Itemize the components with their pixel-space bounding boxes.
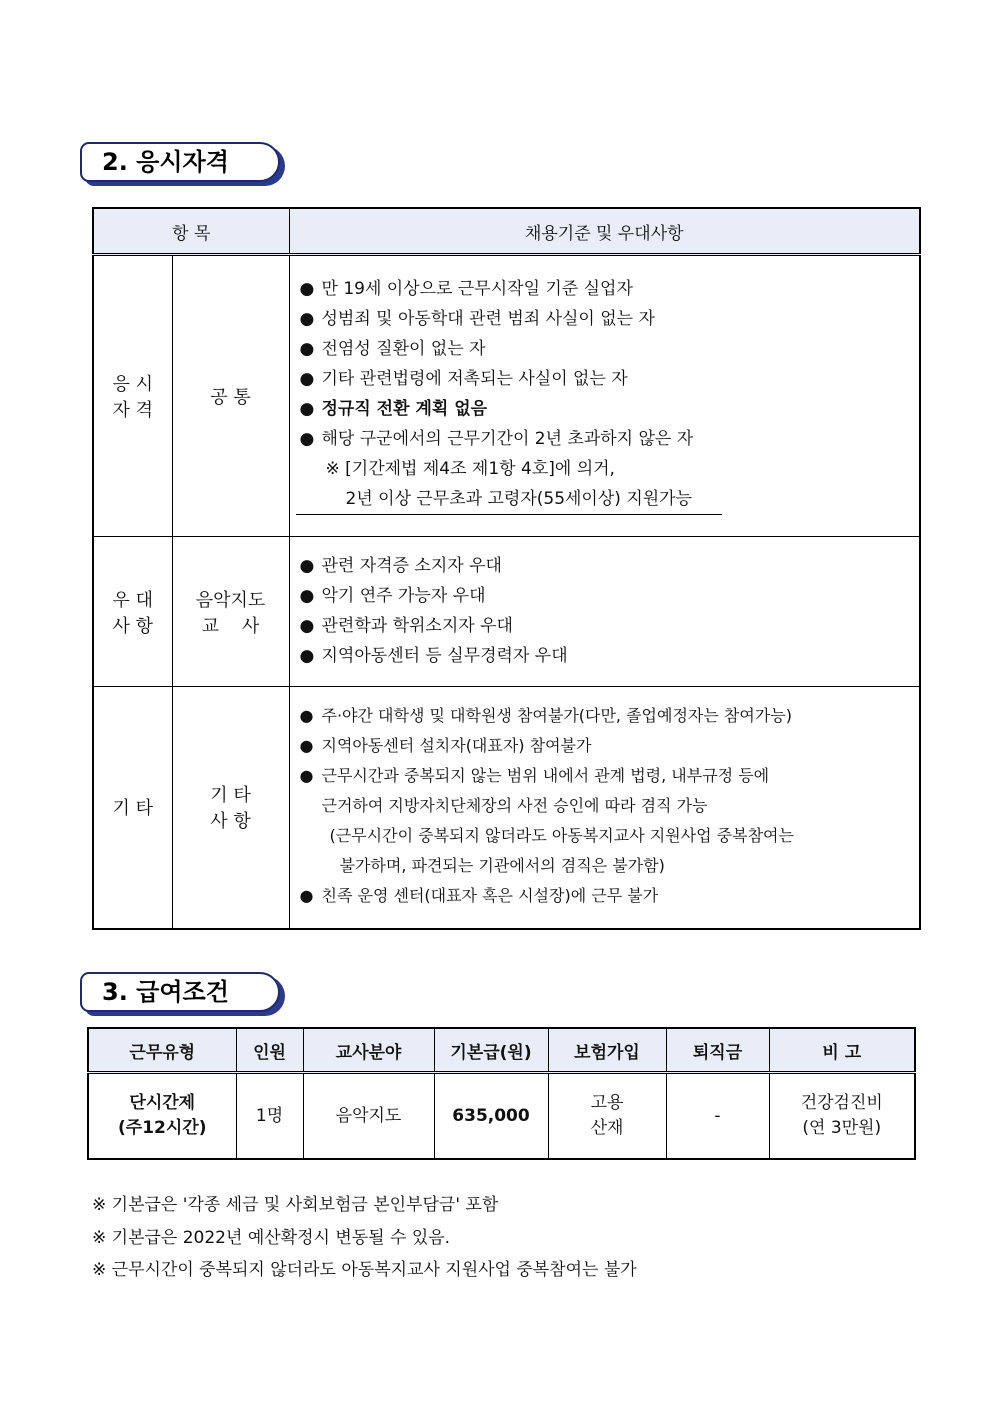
- section3-title-text: 3. 급여조건: [102, 978, 229, 1006]
- list-item: ● 기타 관련법령에 저촉되는 사실이 없는 자: [299, 369, 628, 389]
- pref-category: 우 대 사 항: [93, 537, 172, 687]
- list-item: ● 지역아동센터 등 실무경력자 우대: [299, 646, 568, 666]
- header-severance: 퇴직금: [666, 1028, 769, 1073]
- list-item: ● 악기 연주 가능자 우대: [299, 586, 486, 606]
- list-item: ● 성범죄 및 아동학대 관련 범죄 사실이 없는 자: [299, 309, 655, 329]
- salary-cell: 635,000: [434, 1073, 548, 1160]
- salary-header-row: [88, 1028, 915, 1073]
- list-item: ● 친족 운영 센터(대표자 혹은 시설장)에 근무 불가: [299, 886, 659, 905]
- list-item: ● 정규직 전환 계획 없음: [299, 399, 488, 419]
- qual-category: 응 시 자 격: [93, 255, 172, 537]
- qualification-table: [92, 207, 921, 930]
- header-criteria: 채용기준 및 우대사항: [289, 208, 920, 255]
- count-cell: 1명: [236, 1073, 303, 1160]
- list-item: ● 만 19세 이상으로 근무시작일 기준 실업자: [299, 279, 633, 299]
- qual-list: [289, 255, 920, 537]
- etc-list: [289, 687, 920, 929]
- footnote: ※ 근무시간이 중복되지 않더라도 아동복지교사 지원사업 중복참여는 불가: [92, 1260, 637, 1280]
- header-salary: 기본급(원): [434, 1028, 548, 1073]
- header-note: 비 고: [769, 1028, 915, 1073]
- qualification-row: [93, 255, 920, 537]
- etc-subcategory: 기 타 사 항: [172, 687, 289, 929]
- list-item-continued: 근거하여 지방자치단체장의 사전 승인에 따라 겸직 가능: [321, 796, 708, 815]
- qual-subcategory: 공 통: [172, 255, 289, 537]
- field-cell: 음악지도: [303, 1073, 434, 1160]
- insurance-cell: 고용 산재: [548, 1073, 666, 1160]
- list-item: ● 주·야간 대학생 및 대학원생 참여불가(다만, 졸업예정자는 참여가능): [299, 706, 792, 725]
- list-item: ● 관련학과 학위소지자 우대: [299, 616, 513, 636]
- qualification-header-row: [93, 208, 920, 255]
- etc-row: [93, 687, 920, 929]
- salary-table: [87, 1027, 916, 1160]
- header-insurance: 보험가입: [548, 1028, 666, 1073]
- etc-category: 기 타: [93, 687, 172, 929]
- footnote: ※ 기본급은 2022년 예산확정시 변동될 수 있음.: [92, 1228, 451, 1248]
- section3-title: [80, 972, 280, 1012]
- table-row: [88, 1073, 915, 1160]
- pref-subcategory: 음악지도 교 사: [172, 537, 289, 687]
- note-cell: 건강검진비 (연 3만원): [769, 1073, 915, 1160]
- list-item: ● 근무시간과 중복되지 않는 범위 내에서 관계 법령, 내부규정 등에: [299, 766, 770, 785]
- preference-row: [93, 537, 920, 687]
- header-field: 교사분야: [303, 1028, 434, 1073]
- section2-title: [80, 142, 280, 182]
- pref-list: [289, 537, 920, 687]
- section2-title-text: 2. 응시자격: [102, 148, 229, 176]
- list-item-continued: (근무시간이 중복되지 않더라도 아동복지교사 지원사업 중복참여는: [329, 826, 794, 845]
- header-count: 인원: [236, 1028, 303, 1073]
- footnote: ※ 기본급은 '각종 세금 및 사회보험금 본인부담금' 포함: [92, 1195, 499, 1215]
- list-item: ● 지역아동센터 설치자(대표자) 참여불가: [299, 736, 592, 755]
- header-work-type: 근무유형: [88, 1028, 236, 1073]
- header-item: 항 목: [93, 208, 289, 255]
- work-type-cell: 단시간제 (주12시간): [88, 1073, 236, 1160]
- list-item: ● 전염성 질환이 없는 자: [299, 339, 486, 359]
- list-item: ● 해당 구군에서의 근무기간이 2년 초과하지 않은 자: [299, 429, 694, 449]
- list-item: ● 관련 자격증 소지자 우대: [299, 556, 502, 576]
- list-item-continued: 불가하며, 파견되는 기관에서의 겸직은 불가함): [339, 856, 665, 875]
- severance-cell: -: [666, 1073, 769, 1160]
- qual-note-line1: ※ [기간제법 제4조 제1항 4호]에 의거,: [325, 459, 615, 479]
- qual-note-line2: 2년 이상 근무초과 고령자(55세이상) 지원가능: [296, 484, 722, 515]
